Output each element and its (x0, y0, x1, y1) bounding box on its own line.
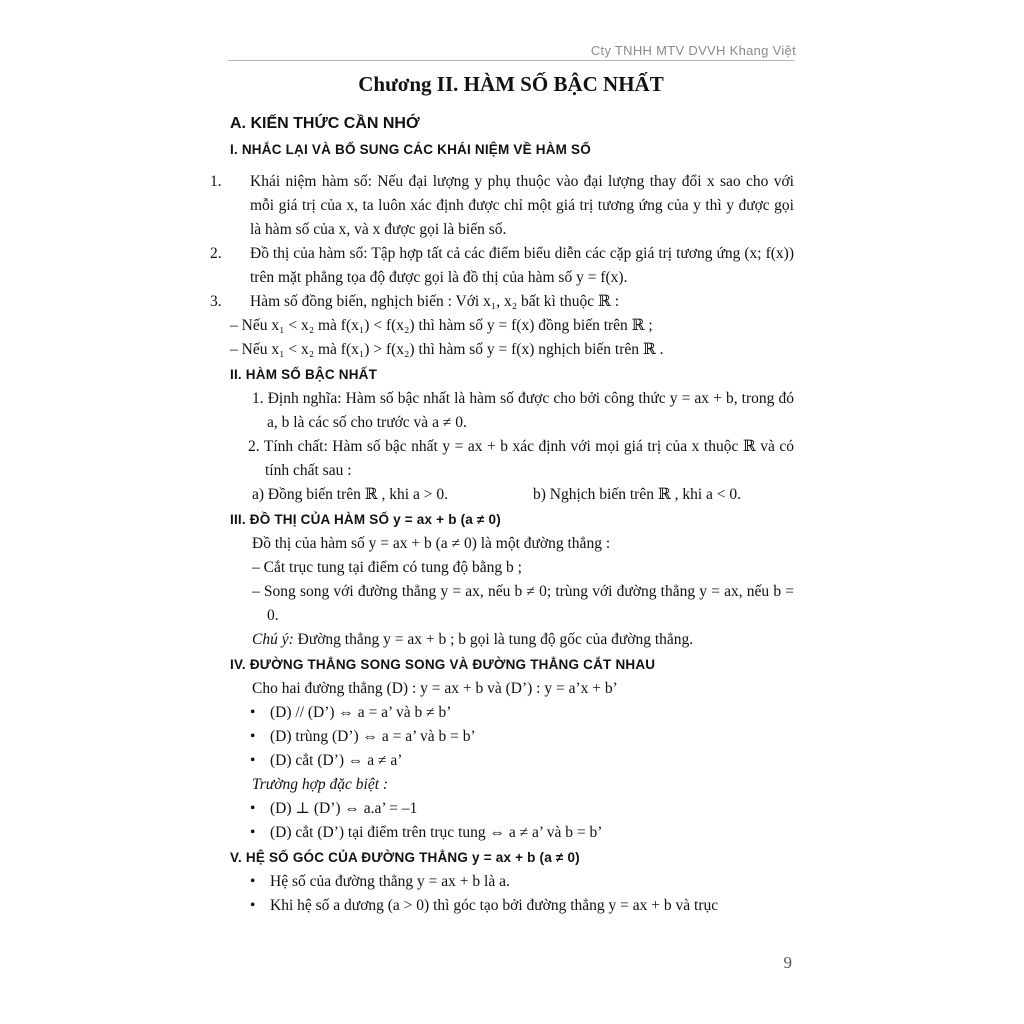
paragraph-properties: 2. Tính chất: Hàm số bậc nhất y = ax + b xác định với mọi giá trị của x thuộc ℝ và có tính chất sau : (248, 438, 794, 479)
header-divider (228, 60, 794, 61)
bullet-dot: • (250, 873, 256, 890)
bullet-dot: • (250, 728, 256, 745)
section-1-heading: I. NHẮC LẠI VÀ BỔ SUNG CÁC KHÁI NIỆM VỀ HÀM SỐ (230, 142, 591, 157)
bullet-dot: • (250, 752, 256, 769)
dash-item-parallel: – Song song với đường thẳng y = ax, nếu b ≠ 0; trùng với đường thẳng y = ax, nếu b = 0. (252, 583, 794, 624)
paragraph-two-lines: Cho hai đường thẳng (D) : y = ax + b và (D’) : y = a’x + b’ (252, 680, 618, 697)
bullet-slope: • Hệ số của đường thẳng y = ax + b là a. (230, 870, 794, 894)
paragraph-function-concept: 1. Khái niệm hàm số: Nếu đại lượng y phụ thuộc vào đại lượng thay đổi x sao cho với mỗi giá trị của x, ta luôn xác định được chỉ một giá trị tương ứng của y thì y được gọi là hàm số của x, và x được gọi là biến số. (210, 173, 794, 238)
page-content (210, 110, 794, 918)
page-number: 9 (783, 953, 792, 972)
section-5-heading: V. HỆ SỐ GÓC CỦA ĐƯỜNG THẲNG y = ax + b (a ≠ 0) (230, 850, 580, 865)
section-2-heading: II. HÀM SỐ BẬC NHẤT (230, 367, 378, 382)
property-b: b) Nghịch biến trên ℝ , khi a < 0. (533, 486, 742, 503)
bullet-intersect: • (D) cắt (D’) ⇔ a ≠ a’ (230, 749, 794, 773)
bullet-coincide: • (D) trùng (D’) ⇔ a = a’ và b = b’ (230, 725, 794, 749)
property-a: a) Đồng biến trên ℝ , khi a > 0. (252, 486, 448, 503)
section-3-heading: III. ĐỒ THỊ CỦA HÀM SỐ y = ax + b (a ≠ 0) (230, 512, 501, 527)
dash-item-decreasing: – Nếu x₁ < x₂ mà f(x₁) > f(x₂) thì hàm số y = f(x) nghịch biến trên ℝ . (230, 341, 664, 358)
paragraph-function-graph: 2. Đồ thị của hàm số: Tập hợp tất cả các điểm biểu diễn các cặp giá trị tương ứng (x; f(x)) trên mặt phẳng tọa độ được gọi là đồ thị của hàm số y = f(x). (210, 245, 794, 286)
bullet-dot: • (250, 824, 256, 841)
bullet-dot: • (250, 897, 256, 914)
section-4-heading: IV. ĐƯỜNG THẲNG SONG SONG VÀ ĐƯỜNG THẲNG CẮT NHAU (230, 657, 656, 672)
bullet-parallel: • (D) // (D’) ⇔ a = a’ và b ≠ b’ (230, 701, 794, 725)
dash-item-cuts-axis: – Cắt trục tung tại điểm có tung độ bằng b ; (252, 559, 522, 576)
properties-row (230, 483, 794, 507)
note-paragraph: Chú ý: Đường thẳng y = ax + b ; b gọi là tung độ gốc của đường thẳng. (252, 631, 694, 648)
section-a-heading: A. KIẾN THỨC CẦN NHỚ (230, 115, 420, 132)
special-case-label: Trường hợp đặc biệt : (252, 776, 389, 793)
bullet-dot: • (250, 704, 256, 721)
chapter-title: Chương II. HÀM SỐ BẬC NHẤT (358, 72, 664, 96)
paragraph-definition: 1. Định nghĩa: Hàm số bậc nhất là hàm số được cho bởi công thức y = ax + b, trong đó a, b là các số cho trước và a ≠ 0. (252, 390, 794, 431)
publisher-header: Cty TNHH MTV DVVH Khang Việt (590, 43, 796, 58)
paragraph-monotonic: 3. Hàm số đồng biến, nghịch biến : Với x₁, x₂ bất kì thuộc ℝ : (210, 293, 620, 310)
bullet-intersect-on-axis: • (D) cắt (D’) tại điểm trên trục tung ⇔ a ≠ a’ và b = b’ (230, 821, 794, 845)
note-label: Chú ý: (252, 631, 294, 648)
paragraph-graph-intro: Đồ thị của hàm số y = ax + b (a ≠ 0) là một đường thẳng : (252, 535, 611, 552)
bullet-positive-slope: • Khi hệ số a dương (a > 0) thì góc tạo bởi đường thẳng y = ax + b và trục (230, 894, 794, 918)
bullet-perpendicular: • (D) ⊥ (D’) ⇔ a.a’ = –1 (230, 797, 794, 821)
dash-item-increasing: – Nếu x₁ < x₂ mà f(x₁) < f(x₂) thì hàm số y = f(x) đồng biến trên ℝ ; (230, 317, 653, 334)
bullet-dot: • (250, 800, 256, 817)
